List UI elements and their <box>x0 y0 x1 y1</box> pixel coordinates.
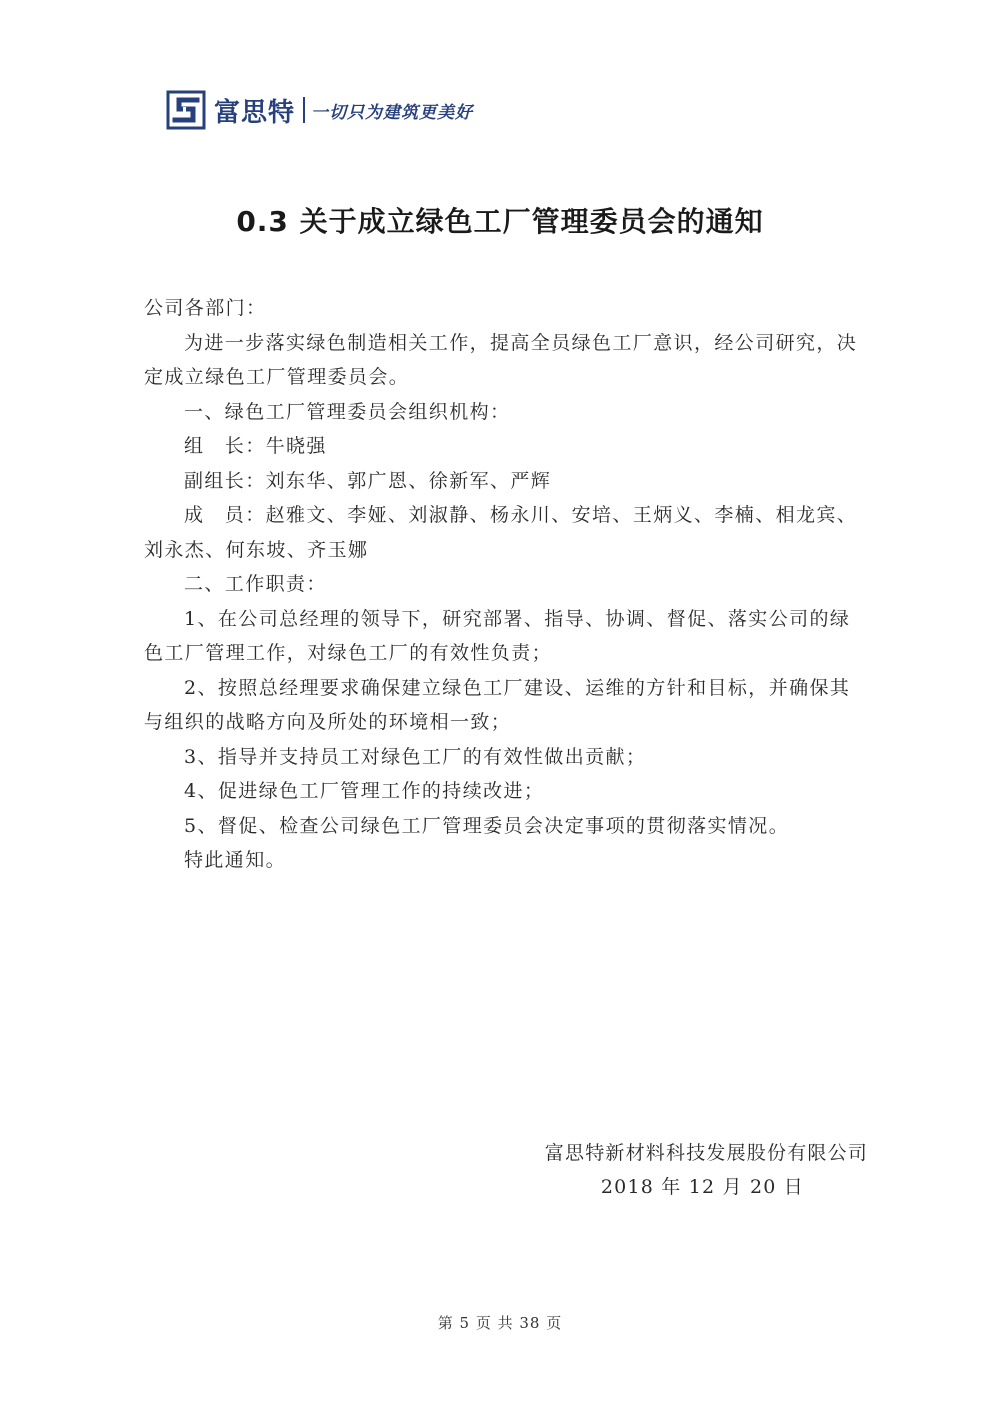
logo-slogan: 一切只为建筑更美好 <box>311 102 474 123</box>
signature-block <box>545 1136 868 1204</box>
duty-item-2: 2、按照总经理要求确保建立绿色工厂建设、运维的方针和目标，并确保其与组织的战略方向及所处的环境相一致； <box>144 676 851 733</box>
logo-company-name: 富思特 <box>214 97 296 128</box>
salutation: 公司各部门： <box>144 297 267 319</box>
logo-divider <box>303 97 305 123</box>
section-1-heading: 一、绿色工厂管理委员会组织机构： <box>184 400 511 423</box>
section-2-heading: 二、工作职责： <box>184 573 327 595</box>
members-line <box>144 498 870 567</box>
signing-company: 富思特新材料科技发展股份有限公司 <box>544 1142 868 1164</box>
leader-line <box>144 429 870 464</box>
closing-line: 特此通知。 <box>184 849 287 871</box>
member-names: 赵雅文、李娅、刘淑静、杨永川、安培、王炳义、李楠、相龙宾、刘永杰、何东坡、齐玉娜 <box>144 504 858 561</box>
signing-date: 2018 年 12 月 20 日 <box>600 1176 804 1198</box>
page-number: 第 5 页 共 38 页 <box>437 1314 563 1332</box>
deputy-line <box>144 464 870 499</box>
deputy-label: 副组长： <box>184 469 266 492</box>
notice-body <box>144 291 870 878</box>
duty-item-3: 3、指导并支持员工对绿色工厂的有效性做出贡献； <box>184 745 647 768</box>
duty-item-5: 5、督促、检查公司绿色工厂管理委员会决定事项的贯彻落实情况。 <box>184 814 790 837</box>
deputy-names: 刘东华、郭广恩、徐新军、严辉 <box>265 469 552 492</box>
leader-name: 牛晓强 <box>265 435 327 457</box>
duty-item-1: 1、在公司总经理的领导下，研究部署、指导、协调、督促、落实公司的绿色工厂管理工作，对绿色工厂的有效性负责； <box>144 607 851 664</box>
intro-paragraph: 为进一步落实绿色制造相关工作，提高全员绿色工厂意识，经公司研究，决定成立绿色工厂管理委员会。 <box>144 331 858 388</box>
document-title: 0.3 关于成立绿色工厂管理委员会的通知 <box>236 205 764 238</box>
fsi-s-logo-icon <box>166 90 206 130</box>
company-logo <box>166 88 473 132</box>
members-label: 成 员： <box>184 504 266 526</box>
leader-label: 组 长： <box>184 435 266 457</box>
duty-item-4: 4、促进绿色工厂管理工作的持续改进； <box>184 780 545 802</box>
